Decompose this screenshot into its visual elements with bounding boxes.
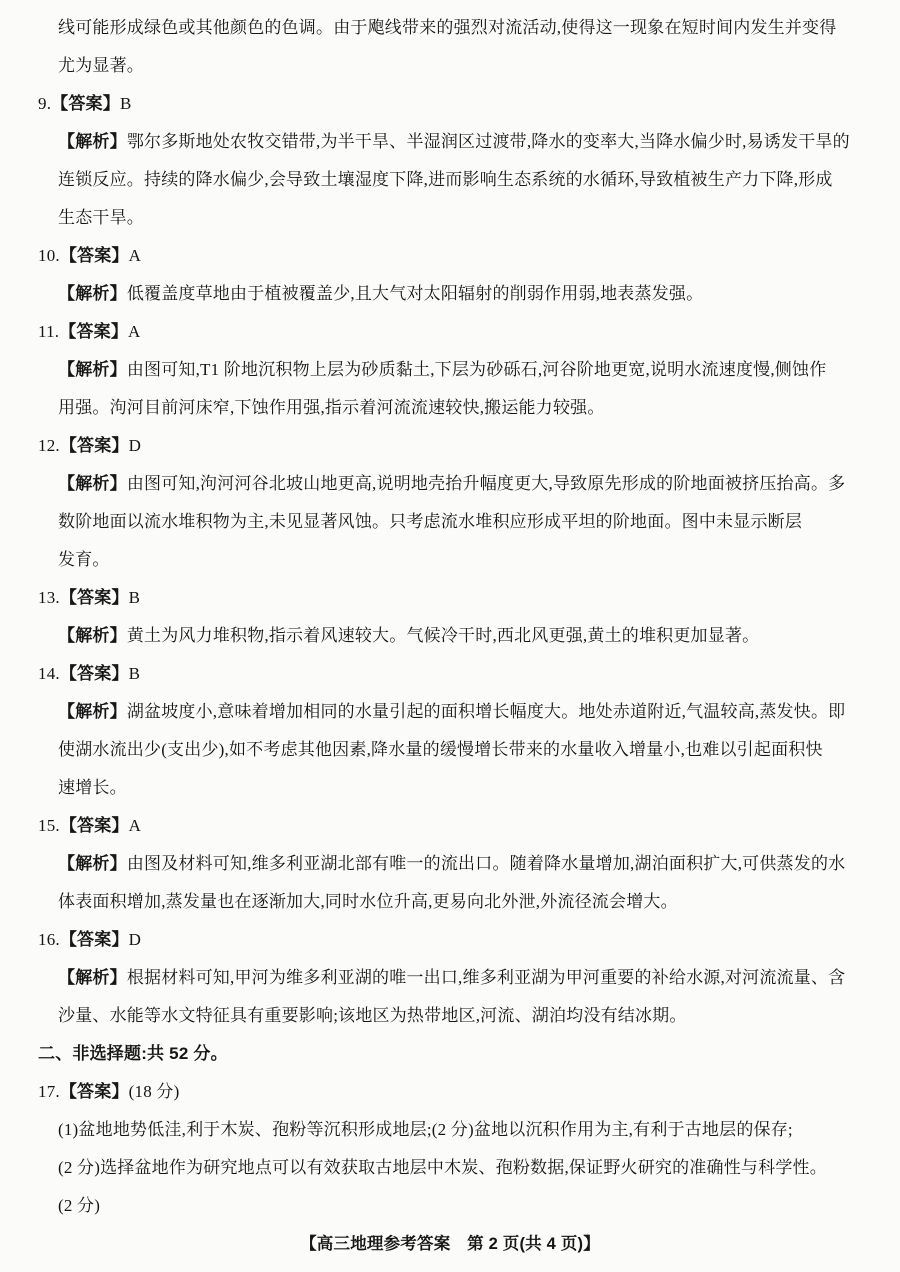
analysis-line-q11 <box>0 351 900 389</box>
analysis-label: 【解析】 <box>58 360 127 379</box>
analysis-line-q13 <box>0 617 900 655</box>
answer-detail-q17: (2 分)选择盆地作为研究地点可以有效获取古地层中木炭、孢粉数据,保证野火研究的准确性与科学性。 <box>58 1158 827 1177</box>
question-number: 14. <box>38 664 60 683</box>
analysis-label: 【解析】 <box>58 132 127 151</box>
analysis-label: 【解析】 <box>58 284 127 303</box>
analysis-line-q9: 连锁反应。持续的降水偏少,会导致土壤湿度下降,进而影响生态系统的水循环,导致植被生产力下降,形成 <box>58 170 833 189</box>
question-number: 16. <box>38 930 60 949</box>
answer-label: 【答案】 <box>59 1082 129 1101</box>
answer-points: (18 分) <box>128 1082 180 1101</box>
analysis-text: 低覆盖度草地由于植被覆盖少,且大气对太阳辐射的削弱作用弱,地表蒸发强。 <box>126 284 704 303</box>
analysis-line-q16 <box>0 959 900 997</box>
answer-label: 【答案】 <box>59 816 129 835</box>
answer-value: D <box>128 436 142 455</box>
answer-label: 【答案】 <box>59 246 129 265</box>
section-header-non-choice: 二、非选择题:共 52 分。 <box>38 1044 228 1063</box>
analysis-label: 【解析】 <box>58 474 127 493</box>
analysis-line-q14: 使湖水流出少(支出少),如不考虑其他因素,降水量的缓慢增长带来的水量收入增量小,也难以引起面积快 <box>58 740 823 759</box>
question-number: 15. <box>38 816 60 835</box>
question-number: 11. <box>38 322 60 341</box>
analysis-label: 【解析】 <box>58 854 127 873</box>
answer-label: 【答案】 <box>59 588 129 607</box>
analysis-line-q12 <box>0 465 900 503</box>
analysis-label: 【解析】 <box>58 626 127 645</box>
answer-line-q17 <box>0 1073 900 1111</box>
analysis-text: 鄂尔多斯地处农牧交错带,为半干旱、半湿润区过渡带,降水的变率大,当降水偏少时,易诱发干旱的 <box>126 132 850 151</box>
answer-value: D <box>128 930 142 949</box>
analysis-line-q14 <box>0 693 900 731</box>
question-number: 10. <box>38 246 60 265</box>
analysis-line-q12: 数阶地面以流水堆积物为主,未见显著风蚀。只考虑流水堆积应形成平坦的阶地面。图中未显示断层 <box>58 512 803 531</box>
analysis-label: 【解析】 <box>58 968 127 987</box>
analysis-line-q9 <box>0 123 900 161</box>
analysis-line-q15 <box>0 845 900 883</box>
analysis-line-q15: 体表面积增加,蒸发量也在逐渐加大,同时水位升高,更易向北外泄,外流径流会增大。 <box>58 892 678 911</box>
answer-detail-q17: (2 分) <box>58 1196 101 1215</box>
answer-value: A <box>128 246 142 265</box>
body-line-continuation: 尤为显著。 <box>58 56 144 75</box>
analysis-line-q10 <box>0 275 900 313</box>
answer-label: 【答案】 <box>59 930 129 949</box>
analysis-text: 黄土为风力堆积物,指示着风速较大。气候冷干时,西北风更强,黄土的堆积更加显著。 <box>126 626 760 645</box>
answer-value: B <box>119 94 132 113</box>
analysis-label: 【解析】 <box>58 702 127 721</box>
question-number: 13. <box>38 588 60 607</box>
answer-line-q12 <box>0 427 900 465</box>
question-number: 17. <box>38 1082 60 1101</box>
answer-line-q13 <box>0 579 900 617</box>
question-number: 9. <box>38 94 52 113</box>
answer-value: B <box>128 664 141 683</box>
answer-detail-q17: (1)盆地地势低洼,利于木炭、孢粉等沉积形成地层;(2 分)盆地以沉积作用为主,有利于古地层的保存; <box>58 1120 793 1139</box>
analysis-line-q14: 速增长。 <box>58 778 127 797</box>
analysis-line-q16: 沙量、水能等水文特征具有重要影响;该地区为热带地区,河流、湖泊均没有结冰期。 <box>58 1006 687 1025</box>
answer-line-q10 <box>0 237 900 275</box>
answer-line-q11 <box>0 313 900 351</box>
answer-value: A <box>128 322 141 341</box>
answer-value: B <box>128 588 141 607</box>
answer-label: 【答案】 <box>59 436 129 455</box>
answer-line-q15 <box>0 807 900 845</box>
answer-label: 【答案】 <box>59 664 129 683</box>
answer-label: 【答案】 <box>51 94 120 113</box>
answer-value: A <box>128 816 142 835</box>
analysis-text: 由图可知,泃河河谷北坡山地更高,说明地壳抬升幅度更大,导致原先形成的阶地面被挤压抬高。多 <box>126 474 846 493</box>
analysis-text: 由图可知,T1 阶地沉积物上层为砂质黏土,下层为砂砾石,河谷阶地更宽,说明水流速度慢,侧蚀作 <box>126 360 827 379</box>
analysis-text: 湖盆坡度小,意味着增加相同的水量引起的面积增长幅度大。地处赤道附近,气温较高,蒸发快。即 <box>126 702 846 721</box>
analysis-line-q9: 生态干旱。 <box>58 208 144 227</box>
analysis-text: 由图及材料可知,维多利亚湖北部有唯一的流出口。随着降水量增加,湖泊面积扩大,可供蒸发的水 <box>126 854 846 873</box>
answer-line-q16 <box>0 921 900 959</box>
answer-label: 【答案】 <box>59 322 129 341</box>
analysis-line-q12: 发育。 <box>58 550 110 569</box>
question-number: 12. <box>38 436 60 455</box>
analysis-text: 根据材料可知,甲河为维多利亚湖的唯一出口,维多利亚湖为甲河重要的补给水源,对河流流量、含 <box>126 968 846 987</box>
answer-line-q14 <box>0 655 900 693</box>
analysis-line-q11: 用强。泃河目前河床窄,下蚀作用强,指示着河流流速较快,搬运能力较强。 <box>58 398 605 417</box>
answer-line-q9 <box>0 85 900 123</box>
page-footer: 【高三地理参考答案 第 2 页(共 4 页)】 <box>300 1235 600 1253</box>
body-line-continuation: 线可能形成绿色或其他颜色的色调。由于飑线带来的强烈对流活动,使得这一现象在短时间内发生并变得 <box>58 18 837 37</box>
